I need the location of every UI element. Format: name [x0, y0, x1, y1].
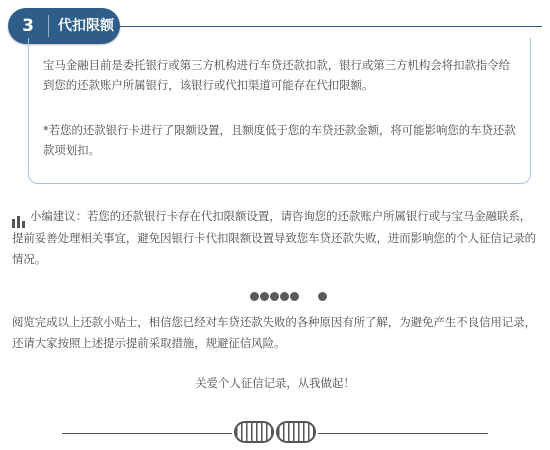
- kidney-grille-icon: [232, 420, 318, 444]
- summary-paragraph: 阅览完成以上还款小贴士，相信您已经对车贷还款失败的各种原因有所了解，为避免产生不良信用记录，还请大家按照上述提示提前采取措施，规避征信风险。: [12, 315, 536, 350]
- grille-left: [234, 421, 274, 443]
- grille-right: [276, 421, 316, 443]
- slogan: 关爱个人征信记录，从我做起！: [195, 376, 355, 390]
- editor-tip: [12, 206, 540, 270]
- tab-separator: [48, 15, 49, 37]
- divider-dot: [250, 292, 259, 301]
- info-box: [28, 38, 531, 184]
- bars-icon: [12, 207, 27, 228]
- divider-dot: [280, 292, 289, 301]
- divider-dot: [318, 292, 327, 301]
- divider-dot: [270, 292, 279, 301]
- section-title: 代扣限额: [58, 18, 114, 34]
- section-number: 3: [22, 16, 34, 36]
- info-paragraph-2: *若您的还款银行卡进行了限额设置，且额度低于您的车贷还款金额，将可能影响您的车贷还款款项划扣。: [43, 123, 516, 157]
- editor-tip-text: 小编建议：若您的还款银行卡存在代扣限额设置，请咨询您的还款账户所属银行或与宝马金融联系，提前妥善处理相关事宜，避免因银行卡代扣限额设置导致您车贷还款失败，进而影响您的个人征信记录的情况。: [12, 209, 536, 266]
- info-paragraph-1: 宝马金融目前是委托银行或第三方机构进行车贷还款扣款，银行或第三方机构会将扣款指令给到您的还款账户所属银行，该银行或代扣渠道可能存在代扣限额。: [43, 58, 511, 92]
- divider-dot: [290, 292, 299, 301]
- dots-divider-icon: [250, 292, 340, 302]
- divider-dot: [260, 292, 269, 301]
